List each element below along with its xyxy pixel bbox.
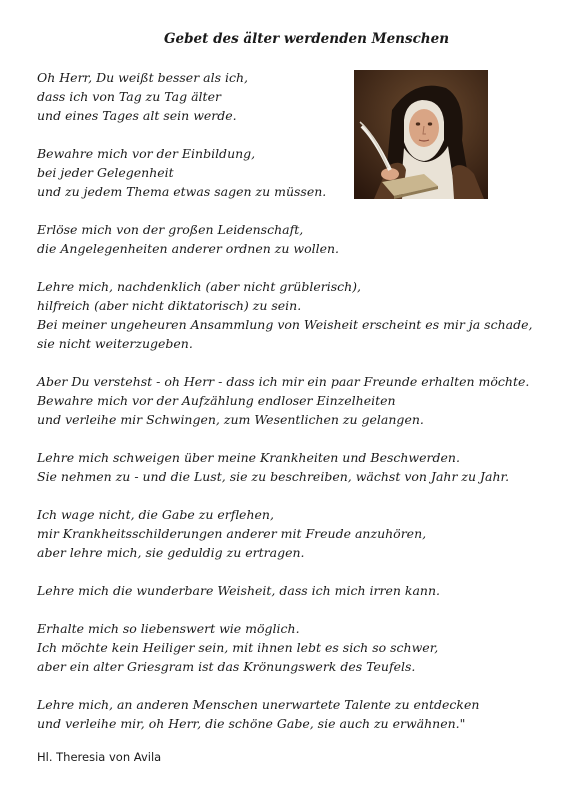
stanza xyxy=(37,505,557,562)
poem-line: und verleihe mir Schwingen, zum Wesentlichen zu gelangen. xyxy=(37,412,424,427)
poem-line: Ich möchte kein Heiliger sein, mit ihnen lebt es sich so schwer, xyxy=(37,640,439,655)
poem-line: Lehre mich schweigen über meine Krankheiten und Beschwerden. xyxy=(37,450,460,465)
poem-line: Oh Herr, Du weißt besser als ich, xyxy=(37,70,249,85)
poem-line: Sie nehmen zu - und die Lust, sie zu beschreiben, wächst von Jahr zu Jahr. xyxy=(37,469,510,484)
stanza xyxy=(37,144,557,201)
stanza xyxy=(37,220,557,258)
poem-line: sie nicht weiterzugeben. xyxy=(37,336,193,351)
stanza xyxy=(37,277,557,353)
poem-line: Bewahre mich vor der Aufzählung endloser Einzelheiten xyxy=(37,393,396,408)
poem-line: die Angelegenheiten anderer ordnen zu wollen. xyxy=(37,241,340,256)
poem-line: hilfreich (aber nicht diktatorisch) zu sein. xyxy=(37,298,302,313)
poem-line: Bei meiner ungeheuren Ansammlung von Weisheit erscheint es mir ja schade, xyxy=(37,317,533,332)
poem-text xyxy=(37,68,557,752)
stanza xyxy=(37,581,557,600)
stanza xyxy=(37,448,557,486)
poem-line: mir Krankheitsschilderungen anderer mit Freude anzuhören, xyxy=(37,526,427,541)
poem-line: bei jeder Gelegenheit xyxy=(37,165,174,180)
poem-line: aber lehre mich, sie geduldig zu ertragen. xyxy=(37,545,305,560)
poem-line: Ich wage nicht, die Gabe zu erflehen, xyxy=(37,507,274,522)
poem-line: Aber Du verstehst - oh Herr - dass ich mir ein paar Freunde erhalten möchte. xyxy=(37,374,530,389)
poem-line: aber ein alter Griesgram ist das Krönungswerk des Teufels. xyxy=(37,659,416,674)
stanza xyxy=(37,619,557,676)
poem-line: Erlöse mich von der großen Leidenschaft, xyxy=(37,222,304,237)
stanza xyxy=(37,695,557,733)
author-attribution: Hl. Theresia von Avila xyxy=(37,750,162,764)
poem-line: dass ich von Tag zu Tag älter xyxy=(37,89,221,104)
poem-line: und eines Tages alt sein werde. xyxy=(37,108,237,123)
poem-line: Erhalte mich so liebenswert wie möglich. xyxy=(37,621,300,636)
poem-line: Lehre mich die wunderbare Weisheit, dass ich mich irren kann. xyxy=(37,583,440,598)
poem-line: Lehre mich, an anderen Menschen unerwartete Talente zu entdecken xyxy=(37,697,480,712)
poem-line: und zu jedem Thema etwas sagen zu müssen. xyxy=(37,184,327,199)
stanza xyxy=(37,68,557,125)
poem-line: und verleihe mir, oh Herr, die schöne Gabe, sie auch zu erwähnen." xyxy=(37,716,466,731)
poem-line: Lehre mich, nachdenklich (aber nicht grüblerisch), xyxy=(37,279,362,294)
poem-line: Bewahre mich vor der Einbildung, xyxy=(37,146,256,161)
stanza xyxy=(37,372,557,429)
page-title: Gebet des älter werdenden Menschen xyxy=(163,31,450,47)
